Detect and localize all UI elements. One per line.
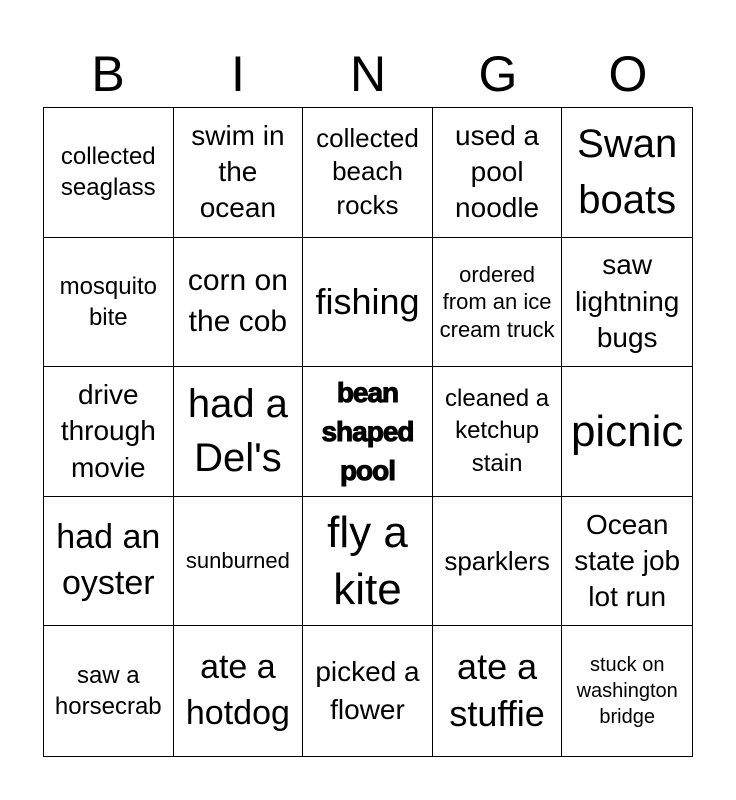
bingo-header bbox=[43, 40, 693, 108]
bingo-card bbox=[43, 107, 693, 757]
header-letter-o: O bbox=[608, 46, 648, 102]
bingo-cell-r3c4[interactable]: cleaned a ketchup stain bbox=[433, 367, 563, 497]
header-letter-b: B bbox=[91, 46, 125, 102]
bingo-cell-r2c2[interactable]: corn on the cob bbox=[174, 238, 304, 368]
header-letter-n: N bbox=[349, 46, 387, 102]
bingo-cell-r5c5[interactable]: stuck on washington bridge bbox=[576, 654, 678, 729]
bingo-cell-r4c5[interactable]: Ocean state job lot run bbox=[562, 497, 692, 627]
bingo-cell-r1c5[interactable]: Swan boats bbox=[562, 108, 692, 238]
bingo-cell-r4c2[interactable]: sunburned bbox=[174, 497, 304, 627]
bingo-cell-r3c1[interactable]: drive through movie bbox=[44, 367, 174, 497]
bingo-cell-r1c4[interactable]: used a pool noodle bbox=[433, 108, 563, 238]
bingo-cell-r2c5[interactable]: saw lightning bugs bbox=[562, 238, 692, 368]
bingo-cell-r3c2[interactable]: had a Del's bbox=[174, 367, 304, 497]
bingo-cell-r2c3[interactable]: fishing bbox=[303, 238, 433, 368]
bingo-cell-r5c1[interactable]: saw a horsecrab bbox=[44, 626, 174, 756]
free-space-cell[interactable]: bean shaped pool bbox=[303, 367, 433, 497]
bingo-cell-r4c1[interactable]: had an oyster bbox=[44, 497, 174, 627]
bingo-cell-r4c3[interactable]: fly a kite bbox=[303, 497, 433, 627]
bingo-cell-r2c4[interactable]: ordered from an ice cream truck bbox=[433, 238, 563, 368]
bingo-cell-r5c3[interactable]: picked a flower bbox=[303, 626, 433, 756]
bingo-cell-r5c4[interactable]: ate a stuffie bbox=[433, 626, 563, 756]
bingo-cell-r1c2[interactable]: swim in the ocean bbox=[174, 108, 304, 238]
bingo-cell-r4c4[interactable]: sparklers bbox=[433, 497, 563, 627]
bingo-cell-r2c1[interactable]: mosquito bite bbox=[44, 238, 174, 368]
bingo-cell-r5c2[interactable]: ate a hotdog bbox=[174, 626, 304, 756]
header-letter-g: G bbox=[478, 46, 518, 102]
header-letter-i: I bbox=[231, 46, 245, 102]
bingo-cell-r1c1[interactable]: collected seaglass bbox=[44, 108, 174, 238]
bingo-cell-r1c3[interactable]: collected beach rocks bbox=[303, 108, 433, 238]
bingo-cell-r3c5[interactable]: picnic bbox=[562, 367, 692, 497]
